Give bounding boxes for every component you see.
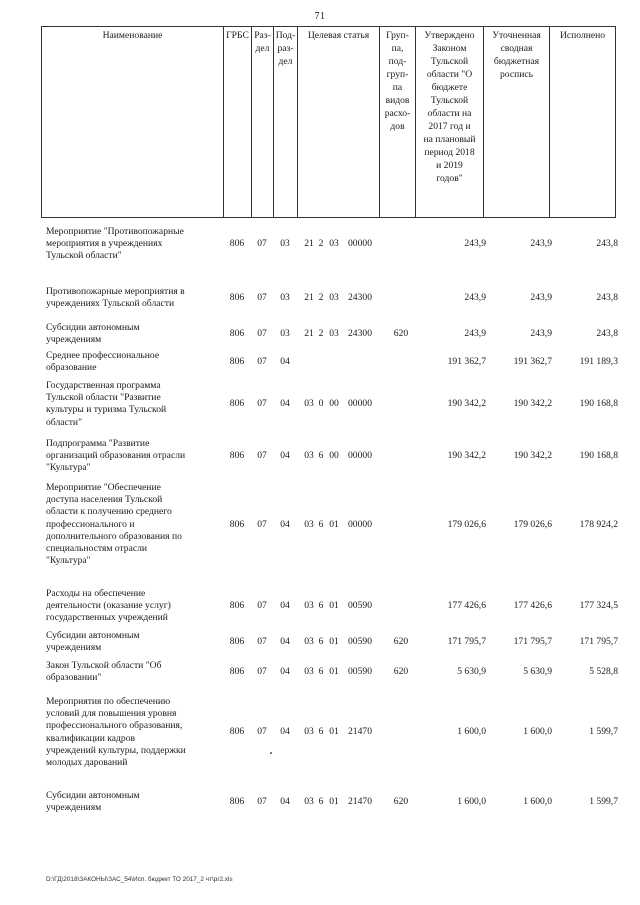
cell-grbs: 806 [229, 636, 245, 647]
cell-executed: 243,8 [596, 328, 618, 339]
header-col-name: Наименование [42, 27, 224, 218]
cell-csr-program: 03 [304, 600, 314, 611]
cell-csr-main: 01 [329, 726, 339, 737]
cell-approved: 1 600,0 [457, 796, 486, 807]
table-row [0, 696, 640, 776]
scan-speck [270, 752, 272, 754]
cell-csr-sub: 6 [318, 519, 324, 530]
cell-csr-sub: 6 [318, 600, 324, 611]
cell-podrazdel: 04 [280, 519, 290, 530]
cell-razdel: 07 [257, 726, 267, 737]
cell-razdel: 07 [257, 796, 267, 807]
cell-csr-main: 01 [329, 636, 339, 647]
cell-executed: 178 924,2 [579, 519, 618, 530]
cell-approved: 243,9 [464, 292, 486, 303]
cell-csr-direction: 21470 [348, 796, 372, 807]
cell-grbs: 806 [229, 726, 245, 737]
cell-csr-program: 03 [304, 519, 314, 530]
cell-grbs: 806 [229, 519, 245, 530]
cell-approved: 1 600,0 [457, 726, 486, 737]
cell-csr-sub: 6 [318, 636, 324, 647]
cell-csr-main: 00 [329, 398, 339, 409]
cell-csr-direction: 00000 [348, 238, 372, 249]
cell-executed: 177 324,5 [579, 600, 618, 611]
cell-refined: 190 342,2 [513, 450, 552, 461]
header-col-target-article: Целевая статья [298, 27, 380, 218]
cell-csr-program: 21 [304, 292, 314, 303]
cell-podrazdel: 04 [280, 666, 290, 677]
cell-razdel: 07 [257, 600, 267, 611]
cell-podrazdel: 04 [280, 796, 290, 807]
cell-csr-main: 01 [329, 666, 339, 677]
cell-podrazdel: 04 [280, 636, 290, 647]
cell-csr-main: 03 [329, 292, 339, 303]
cell-name: Субсидии автономным учреждениям [46, 630, 140, 654]
cell-csr-sub: 2 [318, 238, 324, 249]
cell-vr: 620 [393, 328, 409, 339]
table-row [0, 630, 640, 656]
cell-name: Расходы на обеспечение деятельности (оказание услуг) государственных учреждений [46, 588, 171, 624]
cell-csr-program: 03 [304, 450, 314, 461]
cell-csr-program: 03 [304, 636, 314, 647]
cell-csr-direction: 00590 [348, 636, 372, 647]
cell-podrazdel: 04 [280, 356, 290, 367]
cell-approved: 177 426,6 [447, 600, 486, 611]
cell-refined: 179 026,6 [513, 519, 552, 530]
cell-approved: 243,9 [464, 238, 486, 249]
cell-podrazdel: 03 [280, 328, 290, 339]
cell-approved: 5 630,9 [457, 666, 486, 677]
cell-grbs: 806 [229, 398, 245, 409]
cell-csr-main: 00 [329, 450, 339, 461]
page-number: 71 [314, 11, 326, 22]
cell-approved: 191 362,7 [447, 356, 486, 367]
cell-refined: 177 426,6 [513, 600, 552, 611]
table-row [0, 380, 640, 432]
table-row [0, 660, 640, 686]
cell-refined: 243,9 [530, 292, 552, 303]
cell-csr-direction: 00000 [348, 519, 372, 530]
cell-podrazdel: 04 [280, 726, 290, 737]
cell-razdel: 07 [257, 356, 267, 367]
cell-grbs: 806 [229, 328, 245, 339]
header-col-approved: Утверждено Законом Тульской области "О бюджете Тульской области на 2017 год и на плановый период 2018 и 2019 годов" [416, 27, 484, 218]
cell-grbs: 806 [229, 666, 245, 677]
cell-csr-direction: 00590 [348, 600, 372, 611]
cell-razdel: 07 [257, 519, 267, 530]
cell-executed: 191 189,3 [579, 356, 618, 367]
cell-podrazdel: 04 [280, 450, 290, 461]
header-col-expense-type: Груп- па, под- груп- па видов расхо- дов [380, 27, 416, 218]
cell-approved: 171 795,7 [447, 636, 486, 647]
cell-approved: 243,9 [464, 328, 486, 339]
cell-approved: 190 342,2 [447, 450, 486, 461]
cell-podrazdel: 04 [280, 398, 290, 409]
cell-name: Государственная программа Тульской области "Развитие культуры и туризма Тульской области" [46, 380, 167, 428]
cell-name: Мероприятия по обеспечению условий для повышения уровня профессионального образования, квалификации кадров учреждений культуры, поддержки молодых дарований [46, 696, 186, 769]
cell-razdel: 07 [257, 238, 267, 249]
cell-approved: 179 026,6 [447, 519, 486, 530]
cell-csr-sub: 2 [318, 292, 324, 303]
cell-razdel: 07 [257, 636, 267, 647]
cell-name: Субсидии автономным учреждениям [46, 790, 140, 814]
cell-name: Мероприятие "Противопожарные мероприятия в учреждениях Тульской области" [46, 226, 184, 262]
cell-grbs: 806 [229, 356, 245, 367]
cell-razdel: 07 [257, 398, 267, 409]
cell-executed: 1 599,7 [589, 796, 618, 807]
cell-razdel: 07 [257, 328, 267, 339]
cell-csr-program: 03 [304, 398, 314, 409]
cell-executed: 243,8 [596, 292, 618, 303]
cell-csr-program: 03 [304, 796, 314, 807]
cell-executed: 5 528,8 [589, 666, 618, 677]
cell-grbs: 806 [229, 292, 245, 303]
header-col-refined: Уточненная сводная бюджетная роспись [484, 27, 550, 218]
table-row [0, 588, 640, 626]
cell-executed: 243,8 [596, 238, 618, 249]
cell-vr: 620 [393, 666, 409, 677]
cell-executed: 1 599,7 [589, 726, 618, 737]
cell-name: Мероприятие "Обеспечение доступа населения Тульской области к получению среднего профессионального и дополнительного образования по специальностям отрасли "Культура" [46, 482, 182, 567]
cell-csr-sub: 6 [318, 796, 324, 807]
cell-csr-sub: 2 [318, 328, 324, 339]
cell-refined: 1 600,0 [523, 796, 552, 807]
cell-razdel: 07 [257, 292, 267, 303]
cell-refined: 190 342,2 [513, 398, 552, 409]
table-row [0, 350, 640, 376]
header-col-executed: Исполнено [550, 27, 616, 218]
cell-podrazdel: 04 [280, 600, 290, 611]
header-col-podrazdel: Под- раз- дел [274, 27, 298, 218]
cell-razdel: 07 [257, 666, 267, 677]
cell-vr: 620 [393, 636, 409, 647]
cell-approved: 190 342,2 [447, 398, 486, 409]
cell-csr-sub: 0 [318, 398, 324, 409]
cell-csr-direction: 24300 [348, 328, 372, 339]
cell-podrazdel: 03 [280, 238, 290, 249]
cell-name: Закон Тульской области "Об образовании" [46, 660, 162, 684]
cell-name: Среднее профессиональное образование [46, 350, 160, 374]
cell-csr-main: 01 [329, 519, 339, 530]
file-path-footer: D:\ГД\2018\ЗАКОНЫ\ЗАС_54\Исп. бюджет ТО 2017_2 чт\pr2.xls [46, 876, 233, 883]
cell-vr: 620 [393, 796, 409, 807]
table-row [0, 226, 640, 264]
cell-grbs: 806 [229, 238, 245, 249]
cell-csr-direction: 21470 [348, 726, 372, 737]
table-row [0, 438, 640, 478]
cell-grbs: 806 [229, 450, 245, 461]
cell-csr-direction: 00000 [348, 398, 372, 409]
table-row [0, 482, 640, 580]
cell-csr-direction: 24300 [348, 292, 372, 303]
cell-csr-program: 21 [304, 238, 314, 249]
cell-csr-program: 21 [304, 328, 314, 339]
table-row [0, 322, 640, 348]
cell-csr-sub: 6 [318, 726, 324, 737]
cell-csr-sub: 6 [318, 666, 324, 677]
cell-csr-direction: 00000 [348, 450, 372, 461]
cell-refined: 1 600,0 [523, 726, 552, 737]
cell-refined: 5 630,9 [523, 666, 552, 677]
cell-name: Подпрограмма "Развитие организаций образования отрасли "Культура" [46, 438, 186, 474]
cell-executed: 190 168,8 [579, 398, 618, 409]
cell-grbs: 806 [229, 796, 245, 807]
cell-csr-main: 03 [329, 328, 339, 339]
cell-csr-sub: 6 [318, 450, 324, 461]
cell-csr-program: 03 [304, 666, 314, 677]
header-col-razdel: Раз- дел [252, 27, 274, 218]
cell-refined: 191 362,7 [513, 356, 552, 367]
cell-name: Противопожарные мероприятия в учреждениях Тульской области [46, 286, 185, 310]
cell-name: Субсидии автономным учреждениям [46, 322, 140, 346]
cell-refined: 171 795,7 [513, 636, 552, 647]
cell-razdel: 07 [257, 450, 267, 461]
cell-csr-main: 01 [329, 600, 339, 611]
cell-csr-program: 03 [304, 726, 314, 737]
cell-podrazdel: 03 [280, 292, 290, 303]
cell-grbs: 806 [229, 600, 245, 611]
header-col-grbs: ГРБС [224, 27, 252, 218]
cell-executed: 190 168,8 [579, 450, 618, 461]
cell-refined: 243,9 [530, 328, 552, 339]
cell-csr-main: 01 [329, 796, 339, 807]
table-row [0, 790, 640, 816]
cell-csr-main: 03 [329, 238, 339, 249]
cell-refined: 243,9 [530, 238, 552, 249]
cell-csr-direction: 00590 [348, 666, 372, 677]
table-row [0, 286, 640, 312]
cell-executed: 171 795,7 [579, 636, 618, 647]
